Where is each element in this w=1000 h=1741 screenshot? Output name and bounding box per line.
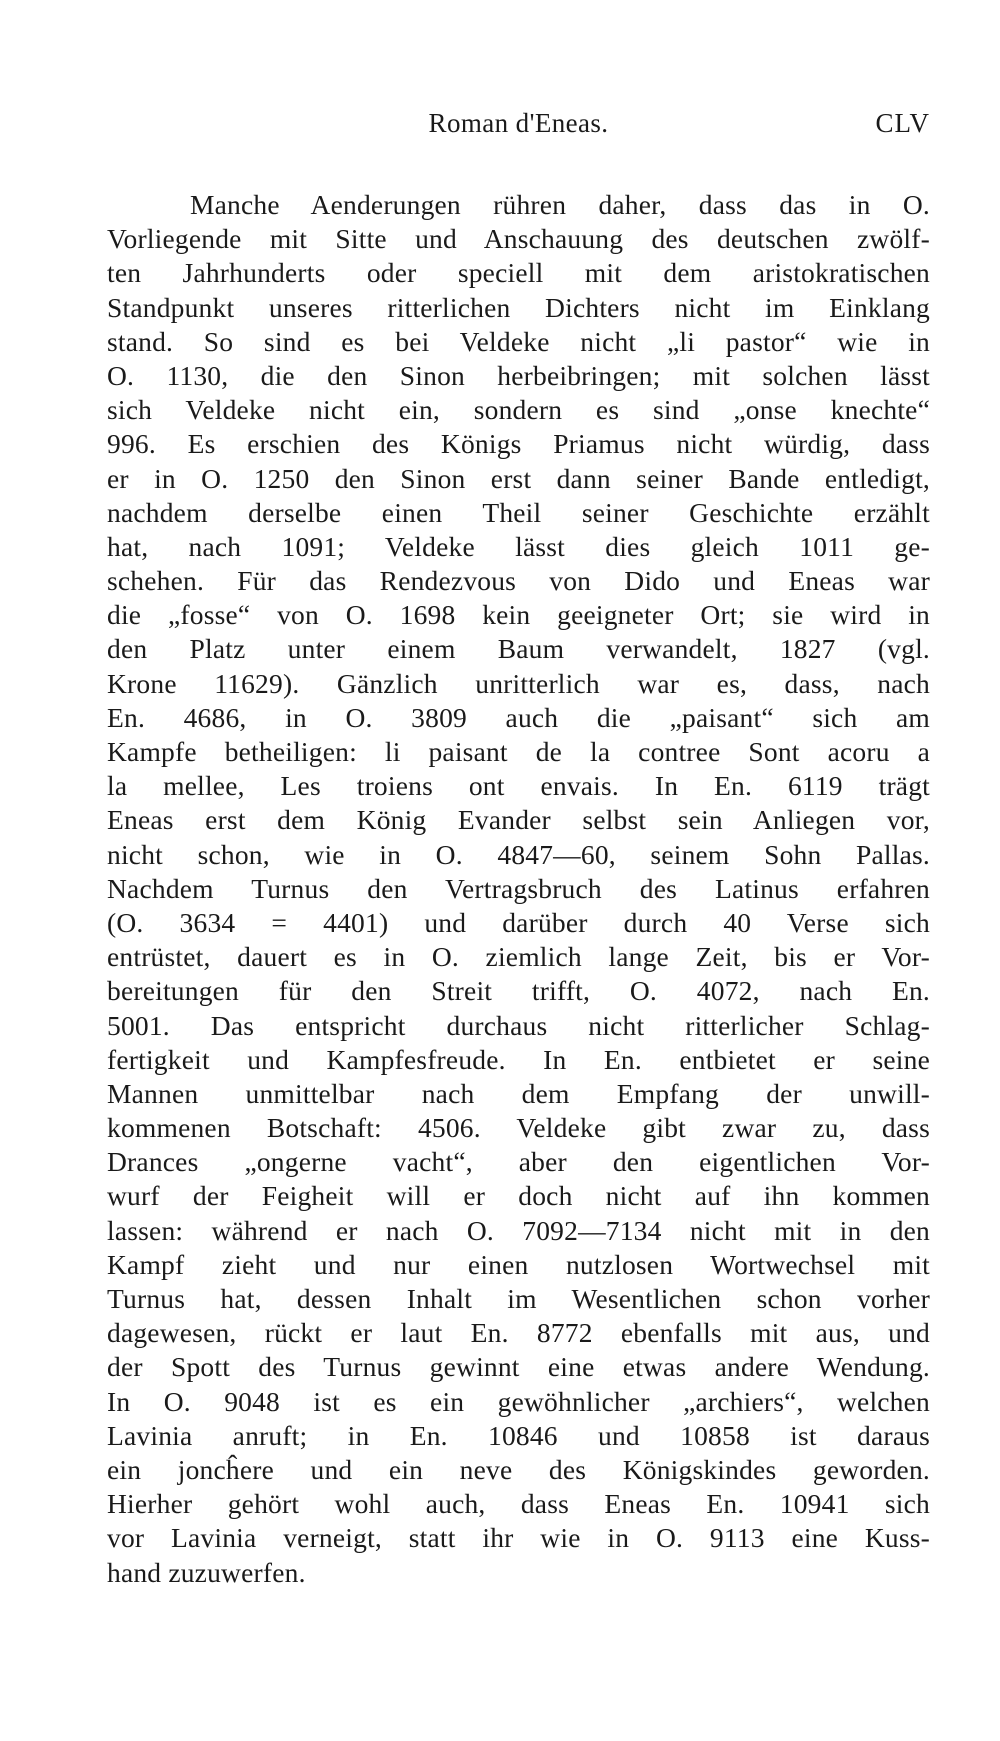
text-line: nachdem derselbe einen Theil seiner Geschichte erzählt — [107, 496, 930, 528]
text-line: nicht schon, wie in O. 4847—60, seinem Sohn Pallas. — [107, 838, 930, 870]
text-line: hand zuzuwerfen. — [107, 1556, 306, 1588]
text-line: Vorliegende mit Sitte und Anschauung des deutschen zwölf- — [107, 223, 930, 255]
text-line: Mannen unmittelbar nach dem Empfang der unwill- — [107, 1077, 930, 1109]
text-line: Hierher gehört wohl auch, dass Eneas En. 10941 sich — [107, 1488, 930, 1520]
text-line: Kampfe betheiligen: li paisant de la contree Sont acoru a — [107, 736, 930, 767]
text-line: kommenen Botschaft: 4506. Veldeke gibt zwar zu, dass — [107, 1112, 930, 1144]
text-line: 996. Es erschien des Königs Priamus nicht würdig, dass — [107, 428, 930, 460]
text-line: vor Lavinia verneigt, statt ihr wie in O. 9113 eine Kuss- — [107, 1522, 930, 1554]
text-line: schehen. Für das Rendezvous von Dido und Eneas war — [107, 565, 930, 597]
text-line: lassen: während er nach O. 7092—7134 nicht mit in den — [107, 1214, 930, 1246]
text-line: stand. So sind es bei Veldeke nicht „li pastor“ wie in — [107, 325, 930, 357]
text-line: hat, nach 1091; Veldeke lässt dies gleich 1011 ge- — [107, 530, 930, 562]
text-line: la mellee, Les troiens ont envais. In En. 6119 trägt — [107, 770, 930, 802]
text-line: Krone 11629). Gänzlich unritterlich war es, dass, nach — [107, 667, 930, 699]
text-line: wurf der Feigheit will er doch nicht auf ihn kommen — [107, 1180, 930, 1212]
text-line: Drances „ongerne vacht“, aber den eigentlichen Vor- — [107, 1146, 930, 1178]
text-line: Standpunkt unseres ritterlichen Dichters nicht im Einklang — [107, 291, 930, 323]
text-line: der Spott des Turnus gewinnt eine etwas andere Wendung. — [107, 1351, 930, 1383]
text-line: entrüstet, dauert es in O. ziemlich lange Zeit, bis er Vor- — [107, 941, 930, 973]
text-line: bereitungen für den Streit trifft, O. 4072, nach En. — [107, 975, 930, 1007]
paragraph — [107, 188, 930, 1590]
text-line: die „fosse“ von O. 1698 kein geeigneter Ort; sie wird in — [107, 599, 930, 631]
text-line: ein joncĥere und ein neve des Königskindes geworden. — [107, 1453, 930, 1485]
text-line: sich Veldeke nicht ein, sondern es sind „onse knechte“ — [107, 394, 930, 426]
text-line: Manche Aenderungen rühren daher, dass das in O. — [190, 189, 930, 220]
text-line: den Platz unter einem Baum verwandelt, 1827 (vgl. — [107, 633, 930, 665]
text-line: fertigkeit und Kampfesfreude. In En. entbietet er seine — [107, 1043, 930, 1075]
text-line: 5001. Das entspricht durchaus nicht ritterlicher Schlag- — [107, 1009, 930, 1041]
text-line: In O. 9048 ist es ein gewöhnlicher „archiers“, welchen — [107, 1385, 930, 1417]
text-line: er in O. 1250 den Sinon erst dann seiner Bande entledigt, — [107, 462, 930, 494]
text-line: En. 4686, in O. 3809 auch die „paisant“ sich am — [107, 701, 930, 733]
text-line: Eneas erst dem König Evander selbst sein Anliegen vor, — [107, 804, 930, 836]
text-line: Lavinia anruft; in En. 10846 und 10858 ist daraus — [107, 1419, 930, 1451]
text-line: ten Jahrhunderts oder speciell mit dem aristokratischen — [107, 257, 930, 289]
page-number: CLV — [875, 108, 930, 138]
text-line: Kampf zieht und nur einen nutzlosen Wortwechsel mit — [107, 1248, 930, 1280]
text-line: (O. 3634 = 4401) und darüber durch 40 Verse sich — [107, 906, 930, 938]
text-line: Nachdem Turnus den Vertragsbruch des Latinus erfahren — [107, 872, 930, 904]
text-line: dagewesen, rückt er laut En. 8772 ebenfalls mit aus, und — [107, 1317, 930, 1349]
text-line: Turnus hat, dessen Inhalt im Wesentlichen schon vorher — [107, 1283, 930, 1314]
running-title: Roman d'Eneas. — [428, 108, 609, 138]
text-line: O. 1130, die den Sinon herbeibringen; mit solchen lässt — [107, 359, 930, 391]
page-header — [107, 108, 930, 148]
